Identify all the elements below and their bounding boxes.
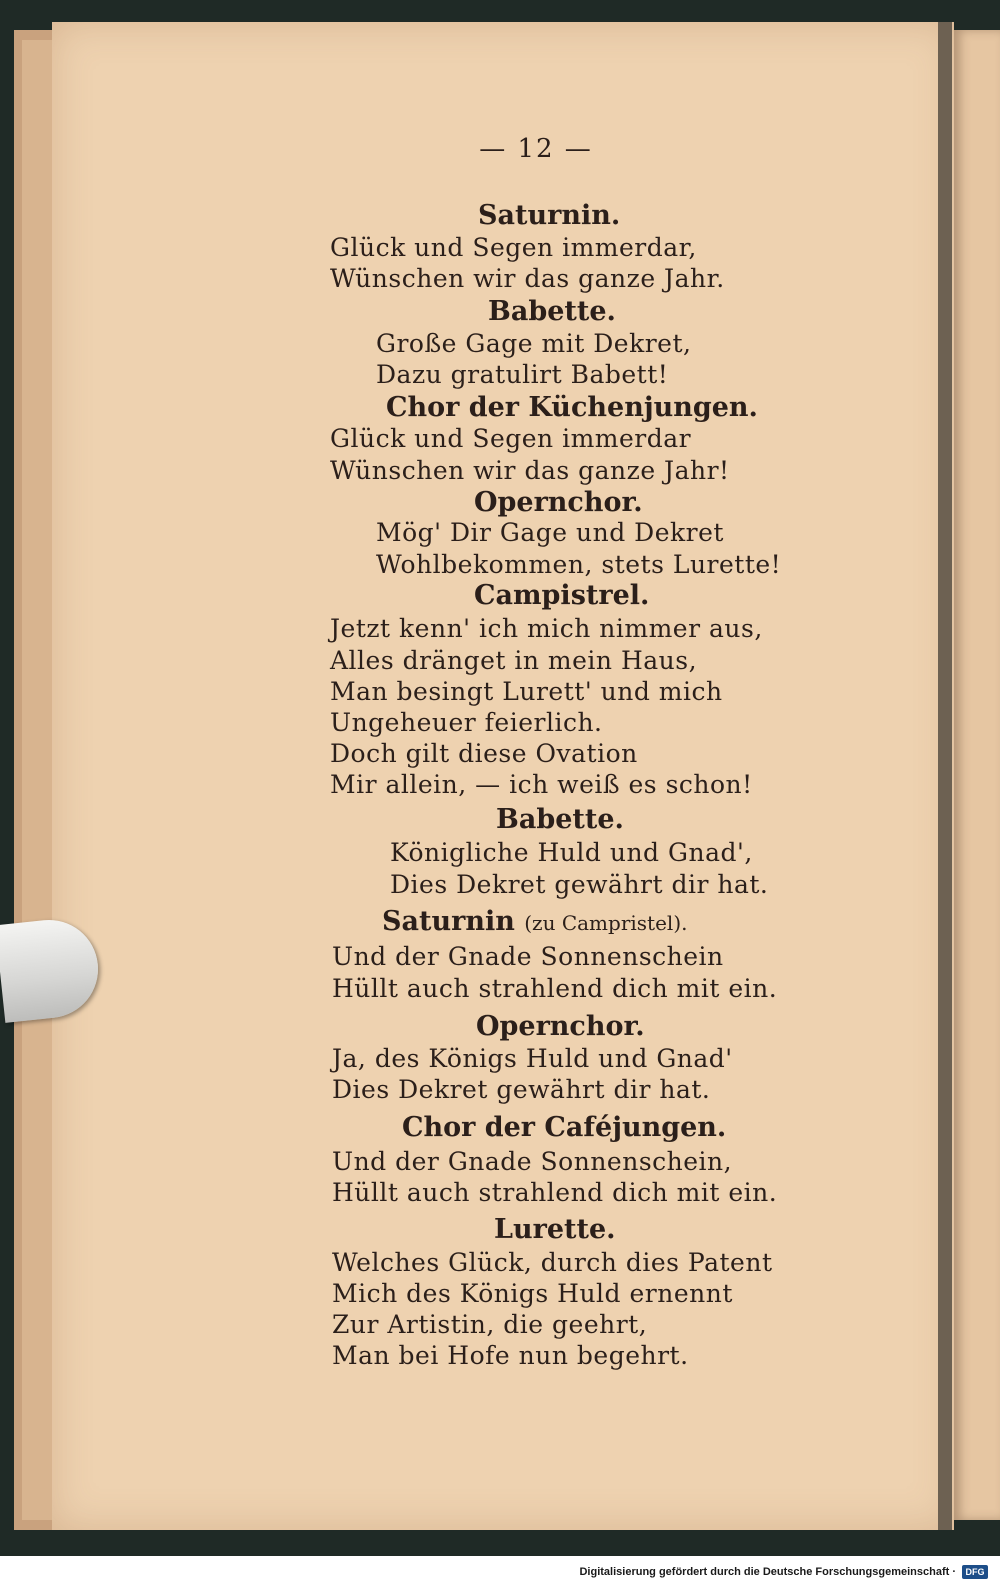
speaker-heading: Saturnin. bbox=[478, 200, 621, 231]
verse-line: Mich des Königs Huld ernennt bbox=[332, 1279, 733, 1308]
verse-line: Man bei Hofe nun begehrt. bbox=[332, 1341, 689, 1370]
verse-line: Mög' Dir Gage und Dekret bbox=[376, 518, 724, 547]
verse-line: Glück und Segen immerdar bbox=[330, 424, 692, 453]
speaker-heading: Babette. bbox=[488, 296, 616, 327]
speaker-heading bbox=[382, 906, 687, 937]
verse-line: Und der Gnade Sonnenschein, bbox=[332, 1147, 733, 1176]
verse-line: Mir allein, — ich weiß es schon! bbox=[330, 770, 753, 799]
verse-line: Hüllt auch strahlend dich mit ein. bbox=[332, 974, 778, 1003]
page-number: — 12 — bbox=[479, 134, 593, 164]
stage-direction: (zu Campristel). bbox=[524, 911, 688, 935]
verse-line: Königliche Huld und Gnad', bbox=[390, 838, 753, 867]
verse-line: Glück und Segen immerdar, bbox=[330, 233, 697, 262]
verse-line: Man besingt Lurett' und mich bbox=[330, 677, 723, 706]
verse-line: Zur Artistin, die geehrt, bbox=[332, 1310, 648, 1339]
verse-line: Wünschen wir das ganze Jahr! bbox=[330, 456, 730, 485]
verse-line: Wohlbekommen, stets Lurette! bbox=[376, 550, 782, 579]
verse-line: Dazu gratulirt Babett! bbox=[376, 360, 669, 389]
speaker-heading: Campistrel. bbox=[474, 580, 650, 611]
speaker-heading: Opernchor. bbox=[474, 487, 643, 518]
verse-line: Ja, des Königs Huld und Gnad' bbox=[332, 1044, 733, 1073]
verse-line: Wünschen wir das ganze Jahr. bbox=[330, 264, 725, 293]
verse-line: Hüllt auch strahlend dich mit ein. bbox=[332, 1178, 778, 1207]
speaker-heading: Opernchor. bbox=[476, 1011, 645, 1042]
verse-line: Große Gage mit Dekret, bbox=[376, 329, 692, 358]
verse-line: Welches Glück, durch dies Patent bbox=[332, 1248, 773, 1277]
speaker-heading: Lurette. bbox=[494, 1214, 616, 1245]
verse-line: Dies Dekret gewährt dir hat. bbox=[390, 870, 769, 899]
verse-line: Ungeheuer feierlich. bbox=[330, 708, 603, 737]
footer-bar bbox=[0, 1556, 1000, 1588]
speaker-heading: Chor der Caféjungen. bbox=[402, 1112, 727, 1143]
funding-credit: Digitalisierung gefördert durch die Deutsche Forschungsgemeinschaft · bbox=[579, 1566, 956, 1578]
verse-line: Doch gilt diese Ovation bbox=[330, 739, 638, 768]
verse-line: Dies Dekret gewährt dir hat. bbox=[332, 1075, 711, 1104]
verse-line: Und der Gnade Sonnenschein bbox=[332, 942, 724, 971]
verse-line: Jetzt kenn' ich mich nimmer aus, bbox=[330, 614, 763, 643]
dfg-logo: DFG bbox=[962, 1565, 988, 1579]
verse-line: Alles dränget in mein Haus, bbox=[330, 646, 698, 675]
speaker-heading: Babette. bbox=[496, 804, 624, 835]
speaker-heading: Chor der Küchenjungen. bbox=[386, 392, 758, 423]
speaker-name: Saturnin bbox=[382, 906, 515, 937]
